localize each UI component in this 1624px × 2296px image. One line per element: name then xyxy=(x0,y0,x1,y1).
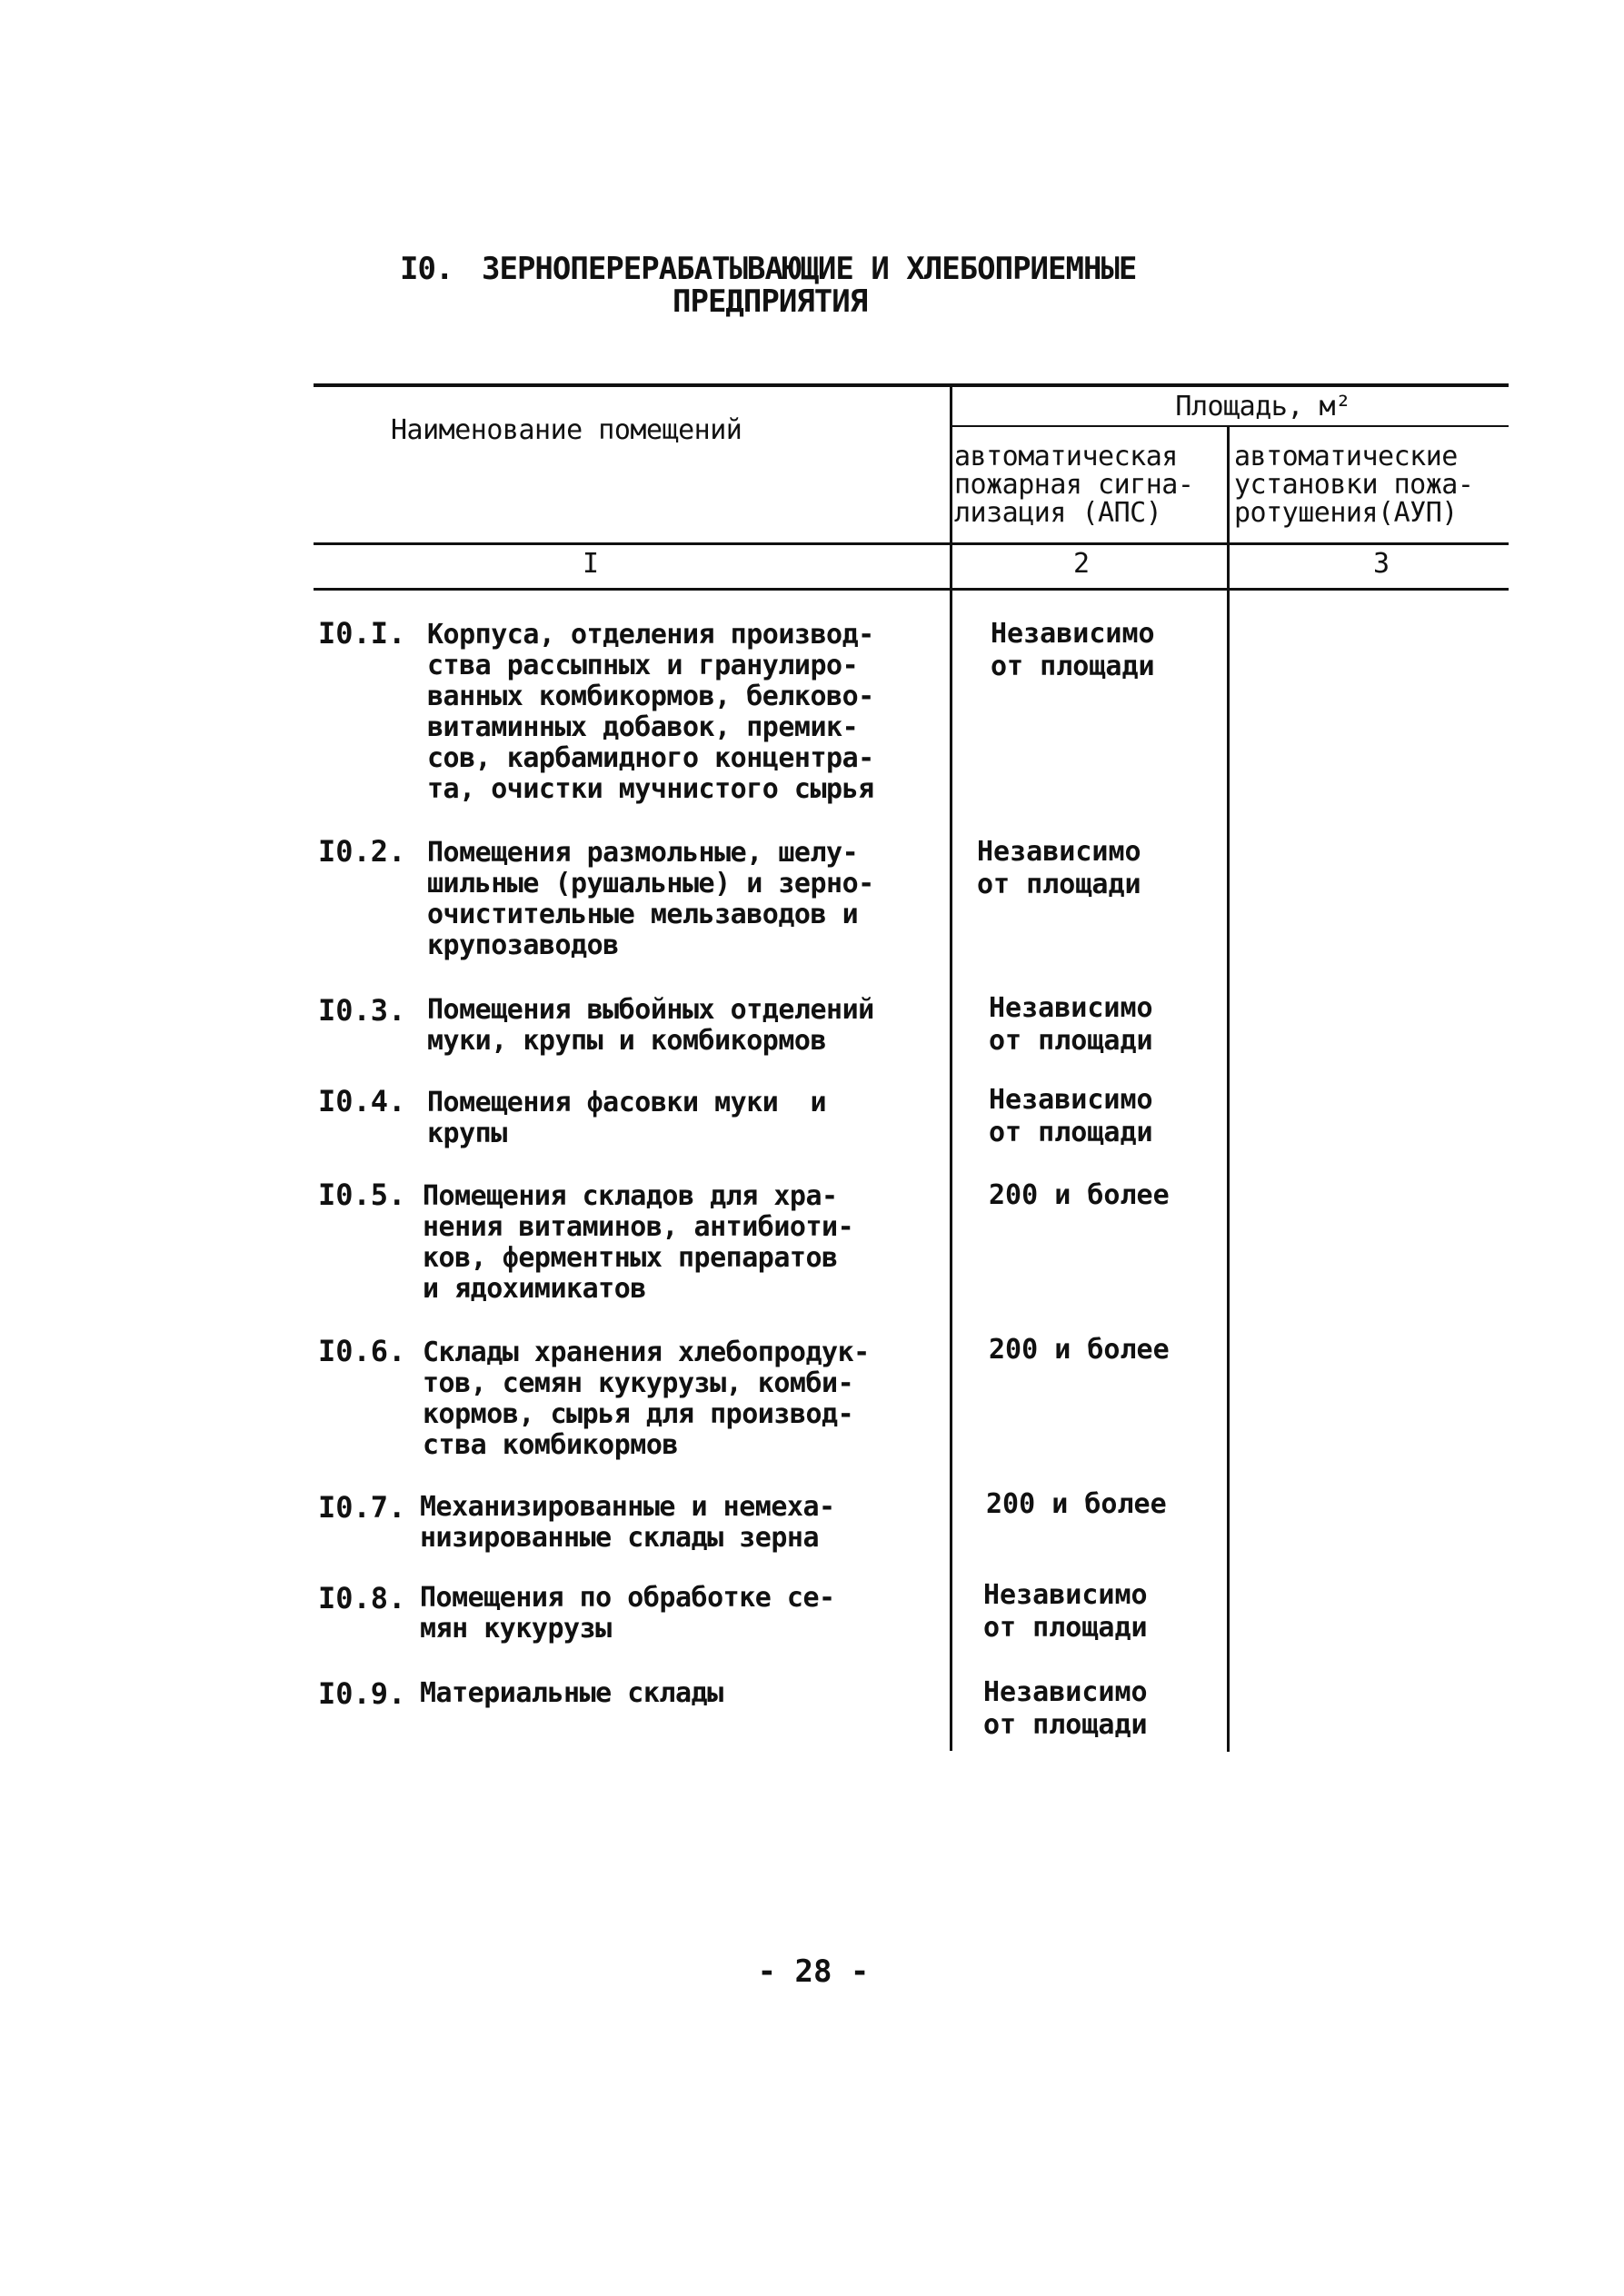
row-name: Помещения по обработке се- мян кукурузы xyxy=(420,1582,835,1645)
row-name: Склады хранения хлебопродук- тов, семян кукурузы, комби- кормов, сырья для производ- ства комбикормов xyxy=(423,1337,870,1461)
header-name-column: Наименование помещений xyxy=(391,414,742,446)
row-aps-area: Независимо от площади xyxy=(991,618,1155,682)
section-title xyxy=(400,253,1363,318)
row-number: I0.I. xyxy=(318,616,406,651)
row-number: I0.7. xyxy=(318,1490,406,1525)
row-number: I0.3. xyxy=(318,993,406,1028)
header-area-group: Площадь, м² xyxy=(1175,391,1351,422)
row-name: Помещения размольные, шелу- шильные (рушальные) и зерно- очистительные мельзаводов и крупозаводов xyxy=(427,837,874,961)
header-aps-column: автоматическая пожарная сигна- лизация (АПС) xyxy=(954,441,1194,529)
page-number: - 28 - xyxy=(757,1953,870,1990)
row-aps-area: Независимо от площади xyxy=(983,1579,1148,1644)
row-name: Помещения выбойных отделений муки, крупы и комбикормов xyxy=(427,994,874,1057)
header-aup-column: автоматические установки пожа- ротушения(АУП) xyxy=(1234,441,1474,529)
column-divider-2 xyxy=(1227,425,1230,1752)
row-name: Корпуса, отделения производ- ства рассыпных и гранулиро- ванных комбикормов, белково- витаминных добавок, премик- сов, карбамидного концентра- та, очистки мучнистого сырья xyxy=(427,619,874,805)
row-name: Механизированные и немеха- низированные склады зерна xyxy=(420,1491,835,1554)
row-number: I0.9. xyxy=(318,1676,406,1711)
row-number: I0.2. xyxy=(318,834,406,869)
column-number-3: 3 xyxy=(1372,548,1390,580)
row-aps-area: Независимо от площади xyxy=(977,836,1141,900)
header-bottom-rule xyxy=(314,542,1509,545)
section-number: I0. xyxy=(400,251,453,287)
row-number: I0.8. xyxy=(318,1581,406,1615)
column-divider-1 xyxy=(950,383,952,1751)
table-top-rule xyxy=(314,383,1509,387)
column-number-rule xyxy=(314,588,1509,591)
row-aps-area: Независимо от площади xyxy=(989,1084,1153,1148)
row-aps-area: 200 и более xyxy=(989,1179,1170,1211)
row-number: I0.4. xyxy=(318,1084,406,1118)
column-number-1: I xyxy=(582,548,600,580)
section-title-line2: ПРЕДПРИЯТИЯ xyxy=(673,283,868,320)
row-number: I0.5. xyxy=(318,1178,406,1212)
row-aps-area: 200 и более xyxy=(989,1334,1170,1366)
row-name: Материальные склады xyxy=(420,1677,723,1709)
row-aps-area: Независимо от площади xyxy=(983,1676,1148,1741)
row-aps-area: Независимо от площади xyxy=(989,992,1153,1057)
section-title-line1: ЗЕРНОПЕРЕРАБАТЫВАЮЩИЕ И ХЛЕБОПРИЕМНЫЕ xyxy=(482,251,1137,287)
row-aps-area: 200 и более xyxy=(986,1488,1167,1520)
column-number-2: 2 xyxy=(1072,548,1091,580)
row-number: I0.6. xyxy=(318,1334,406,1368)
row-name: Помещения фасовки муки и крупы xyxy=(427,1087,827,1149)
row-name: Помещения складов для хра- нения витаминов, антибиоти- ков, ферментных препаратов и ядохимикатов xyxy=(423,1180,854,1305)
